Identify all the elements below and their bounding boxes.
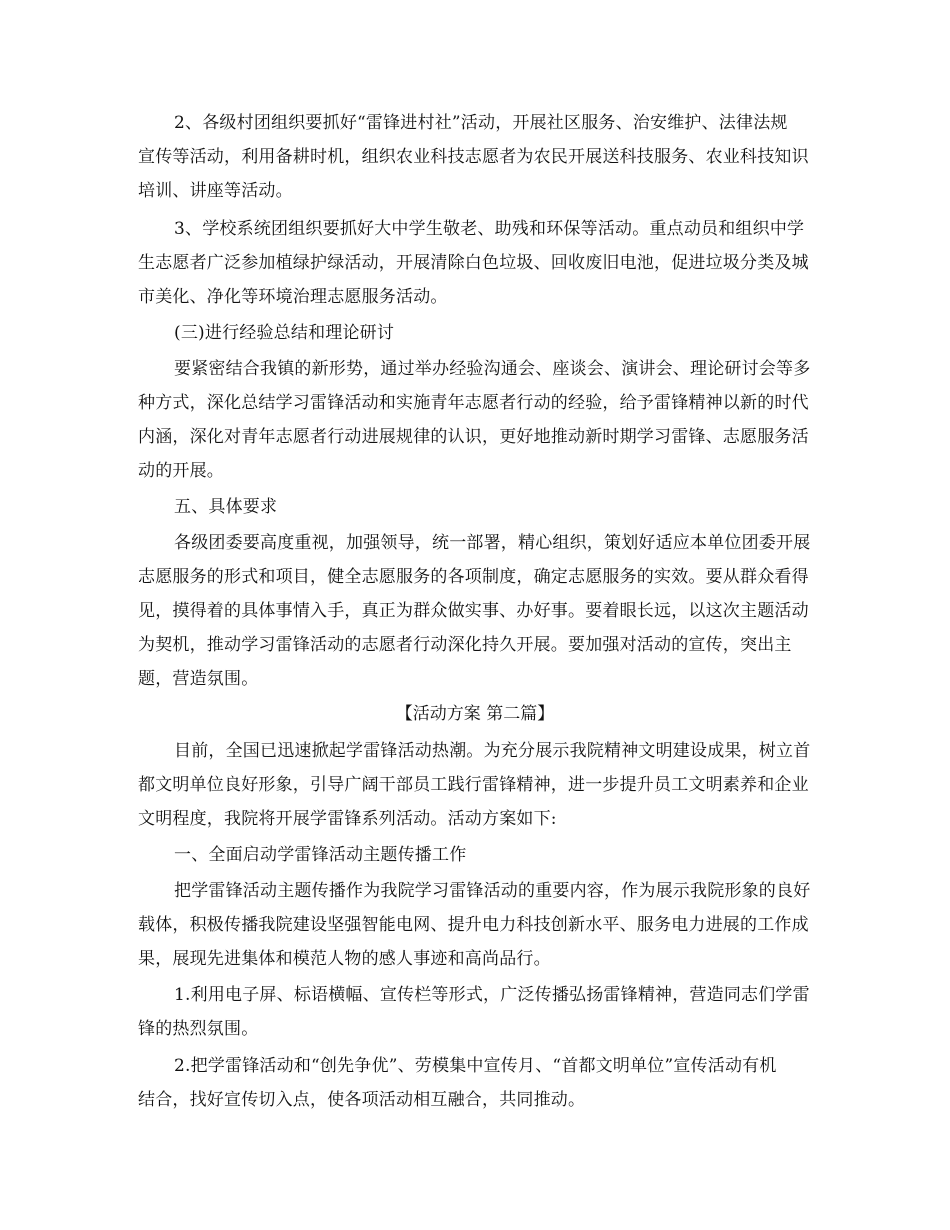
text-line: 果，展现先进集体和模范人物的感人事迹和高尚品行。	[138, 949, 551, 969]
text-line: 见，摸得着的具体事情入手，真正为群众做实事、办好事。要着眼长远，以这次主题活动	[138, 601, 809, 621]
text-line: 生志愿者广泛参加植绿护绿活动，开展清除白色垃圾、回收废旧电池，促进垃圾分类及城	[138, 253, 809, 273]
paragraph-village-league	[138, 106, 818, 208]
paragraph-intro-second-plan	[138, 734, 818, 836]
text-line: 题，营造氛围。	[138, 669, 259, 689]
text-line: 为契机，推动学习雷锋活动的志愿者行动深化持久开展。要加强对活动的宣传，突出主	[138, 635, 792, 655]
section-heading-requirements	[138, 490, 818, 524]
text-line: 要紧密结合我镇的新形势，通过举办经验沟通会、座谈会、演讲会、理论研讨会等多	[174, 359, 811, 379]
text-line: 市美化、净化等环境治理志愿服务活动。	[138, 287, 448, 307]
text-line: 五、具体要求	[174, 497, 278, 517]
text-line: 志愿服务的形式和项目，健全志愿服务的各项制度，确定志愿服务的实效。要从群众看得	[138, 567, 809, 587]
section-title-second-plan	[0, 697, 950, 731]
text-line: 2、各级村团组织要抓好“雷锋进村社”活动，开展社区服务、治安维护、法律法规	[174, 113, 788, 133]
section-heading-launch-communication	[138, 838, 818, 872]
text-line: 文明程度，我院将开展学雷锋系列活动。活动方案如下:	[138, 809, 557, 829]
text-line: 各级团委要高度重视，加强领导，统一部署，精心组织，策划好适应本单位团委开展	[174, 533, 811, 553]
text-line: 宣传等活动，利用备耕时机，组织农业科技志愿者为农民开展送科技服务、农业科技知识	[138, 147, 809, 167]
text-line: 动的开展。	[138, 461, 224, 481]
paragraph-school-league	[138, 212, 818, 314]
text-line: 结合，找好宣传切入点，使各项活动相互融合，共同推动。	[138, 1090, 586, 1110]
text-line: 把学雷锋活动主题传播作为我院学习雷锋活动的重要内容，作为展示我院形象的良好	[174, 881, 811, 901]
paragraph-experience-summary	[138, 352, 818, 488]
text-line: 【活动方案 第二篇】	[395, 704, 555, 724]
section-heading-experience-summary	[138, 316, 818, 350]
paragraph-item-1	[138, 978, 818, 1046]
text-line: 种方式，深化总结学习雷锋活动和实施青年志愿者行动的经验，给予雷锋精神以新的时代	[138, 393, 809, 413]
text-line: 锋的热烈氛围。	[138, 1019, 259, 1039]
text-line: 2.把学雷锋活动和“创先争优”、劳模集中宣传月、“首都文明单位”宣传活动有机	[174, 1056, 777, 1076]
paragraph-communication-content	[138, 874, 818, 976]
text-line: 内涵，深化对青年志愿者行动进展规律的认识，更好地推动新时期学习雷锋、志愿服务活	[138, 427, 809, 447]
text-line: 一、全面启动学雷锋活动主题传播工作	[174, 845, 467, 865]
text-line: 载体，积极传播我院建设坚强智能电网、提升电力科技创新水平、服务电力进展的工作成	[138, 915, 809, 935]
text-line: 1.利用电子屏、标语横幅、宣传栏等形式，广泛传播弘扬雷锋精神，营造同志们学雷	[174, 985, 810, 1005]
paragraph-requirements	[138, 526, 818, 696]
text-line: 都文明单位良好形象，引导广阔干部员工践行雷锋精神，进一步提升员工文明素养和企业	[138, 775, 809, 795]
paragraph-item-2	[138, 1049, 818, 1117]
text-line: (三)进行经验总结和理论研讨	[174, 323, 395, 343]
text-line: 目前，全国已迅速掀起学雷锋活动热潮。为充分展示我院精神文明建设成果，树立首	[174, 741, 811, 761]
text-line: 培训、讲座等活动。	[138, 181, 293, 201]
text-line: 3、学校系统团组织要抓好大中学生敬老、助残和环保等活动。重点动员和组织中学	[174, 219, 805, 239]
